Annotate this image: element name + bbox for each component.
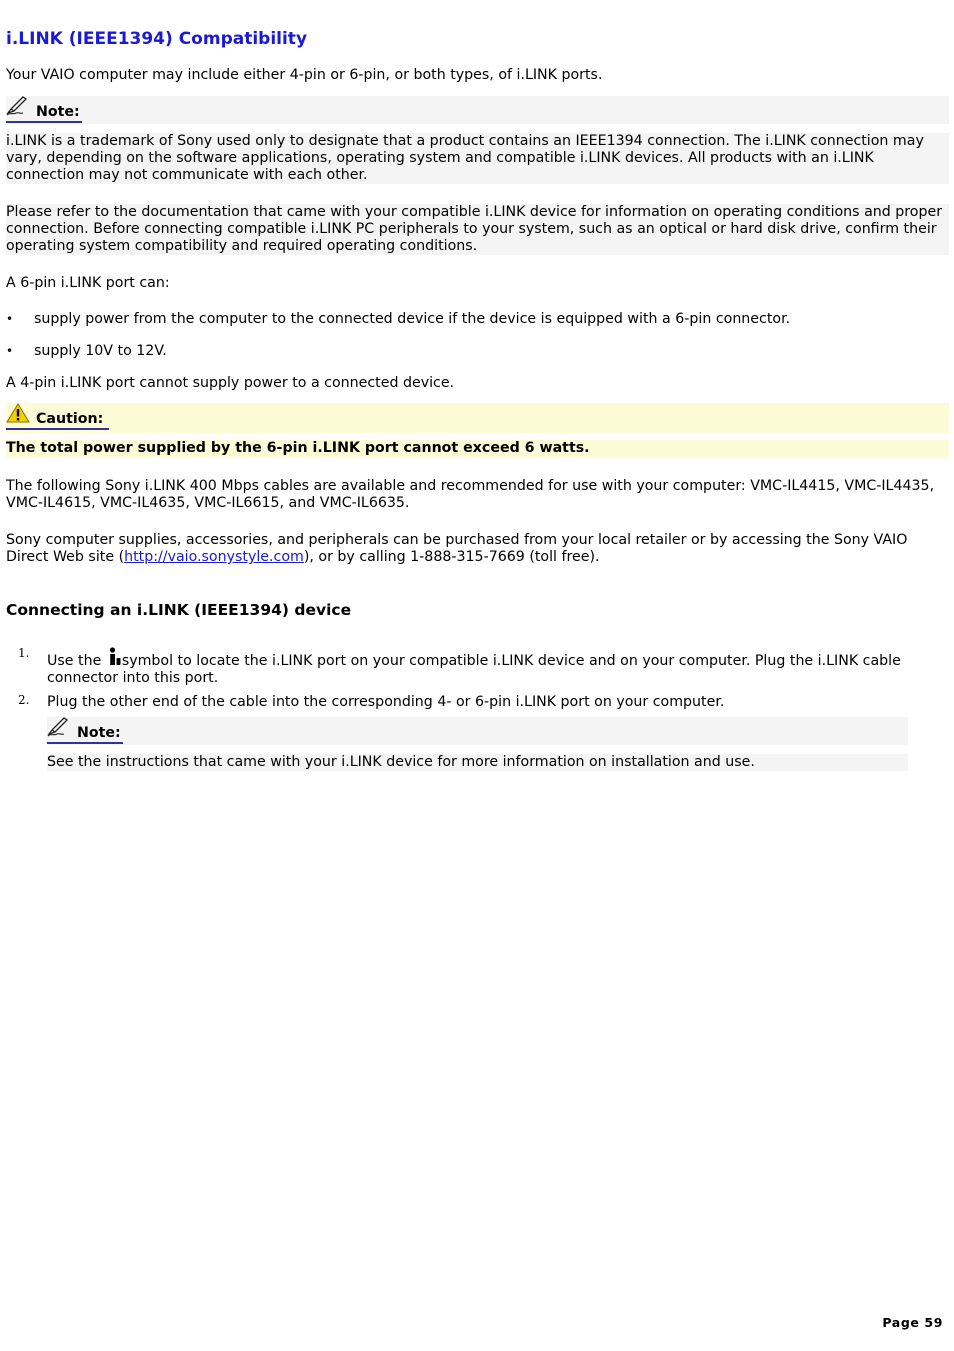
list-item-text: supply power from the computer to the connected device if the device is equipped with a 6-pin connector. — [34, 311, 791, 327]
step-number: 1. — [18, 646, 30, 660]
purchase-paragraph — [6, 532, 949, 566]
note-header — [6, 96, 949, 124]
note-label-text: Note: — [77, 725, 121, 741]
caution-header — [6, 403, 949, 433]
page-title: i.LINK (IEEE1394) Compatibility — [6, 29, 308, 49]
step-text-end: symbol to locate the i.LINK port on your compatible i.LINK device and on your computer. Plug the i.LINK cable connector into this port. — [47, 653, 901, 686]
step-text: Plug the other end of the cable into the corresponding 4- or 6-pin i.LINK port on your computer. — [47, 694, 725, 710]
note-label-text: Note: — [36, 104, 80, 120]
six-pin-intro: A 6-pin i.LINK port can: — [6, 275, 170, 291]
section-heading: Connecting an i.LINK (IEEE1394) device — [6, 601, 352, 619]
step-number: 2. — [18, 693, 30, 707]
caution-label — [6, 403, 109, 430]
four-pin-paragraph: A 4-pin i.LINK port cannot supply power to a connected device. — [6, 375, 455, 391]
cables-paragraph: The following Sony i.LINK 400 Mbps cables are available and recommended for use with your computer: VMC-IL4415, VMC-IL4435, VMC-IL4615, VMC-IL4635, VMC-IL6615, and VMC-IL6635. — [6, 478, 935, 511]
bullet-marker: • — [6, 312, 14, 326]
purchase-text-end: ), or by calling 1-888-315-7669 (toll free). — [303, 549, 600, 565]
note-header — [47, 717, 908, 745]
ilink-symbol-icon — [108, 647, 122, 667]
note-label — [6, 96, 82, 123]
intro-paragraph: Your VAIO computer may include either 4-pin or 6-pin, or both types, of i.LINK ports. — [6, 67, 603, 83]
bullet-marker: • — [6, 344, 14, 358]
step-text — [47, 647, 927, 687]
caution-text: The total power supplied by the 6-pin i.LINK port cannot exceed 6 watts. — [6, 440, 949, 458]
note-pencil-icon — [6, 96, 30, 120]
page-number: Page 59 — [882, 1315, 943, 1330]
caution-label-text: Caution: — [36, 411, 104, 427]
note-label — [47, 717, 123, 744]
note-text: i.LINK is a trademark of Sony used only to designate that a product contains an IEEE1394 connection. The i.LINK connection may vary, depending on the software applications, operating system and compatible i.LINK devices. All products with an i.LINK connection may not communicate with each other. — [6, 133, 949, 184]
note-text-continued: Please refer to the documentation that came with your compatible i.LINK device for information on operating conditions and proper connection. Before connecting compatible i.LINK PC peripherals to your system, such as an optical or hard disk drive, confirm their operating system compatibility and required operating conditions. — [6, 204, 949, 255]
caution-warning-icon — [6, 403, 30, 427]
step-text-start: Use the — [47, 653, 106, 669]
note-text: See the instructions that came with your i.LINK device for more information on installation and use. — [47, 754, 908, 771]
sonystyle-link[interactable]: http://vaio.sonystyle.com — [124, 549, 304, 565]
note-pencil-icon — [47, 717, 71, 741]
purchase-text: Sony computer supplies, accessories, and peripherals can be purchased from your local retailer or by accessing the Sony VAIO Direct Web site ( — [6, 532, 908, 565]
list-item-text: supply 10V to 12V. — [34, 343, 167, 359]
